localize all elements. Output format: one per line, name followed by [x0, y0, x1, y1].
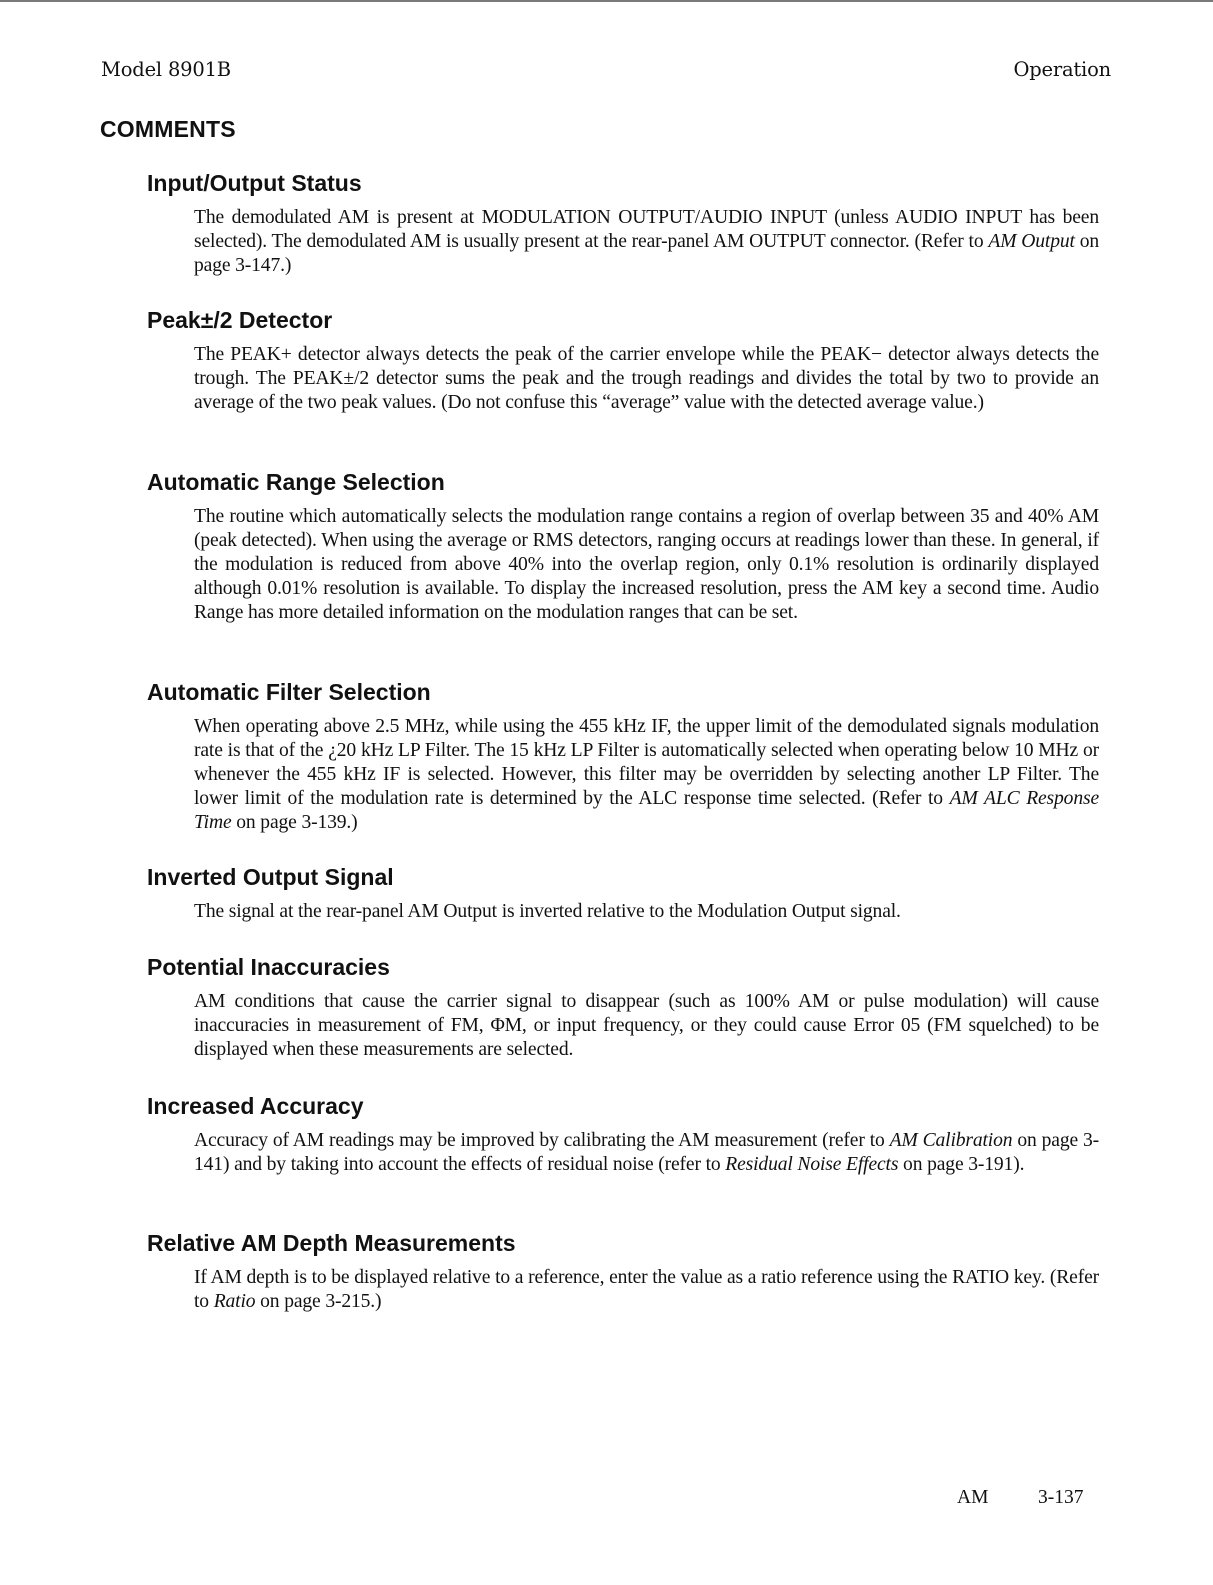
section-body: The PEAK+ detector always detects the peak of the carrier envelope while the PEAK− detector always detects the trough. The PEAK±/2 detector sums the peak and the trough readings and divides the total by two to provide an average of the two peak values. (Do not confuse this “average” value with the detected average value.): [194, 344, 1099, 413]
cross-reference: Residual Noise Effects: [725, 1154, 899, 1175]
running-header-model: Model 8901B: [101, 58, 231, 81]
section-peak-detector: [147, 307, 1099, 415]
section-heading: Input/Output Status: [147, 170, 362, 196]
cross-reference: Ratio: [213, 1291, 256, 1312]
running-header-chapter: Operation: [1013, 58, 1111, 81]
section-automatic-range-selection: [147, 469, 1099, 625]
section-heading: Peak±/2 Detector: [147, 307, 333, 333]
section-relative-am-depth: [147, 1230, 1099, 1314]
section-body: When operating above 2.5 MHz, while using the 455 kHz IF, the upper limit of the demodulated signals modulation rate is that of the ¿20 kHz LP Filter. The 15 kHz LP Filter is automatically selected when operating below 10 MHz or whenever the 455 kHz IF is selected. However, this filter may be overridden by selecting another LP Filter. The lower limit of the modulation rate is determined by the ALC response time selected. (Refer to AM ALC Response Time on page 3-139.): [194, 716, 1099, 833]
footer-section-label: AM: [957, 1487, 989, 1508]
section-heading: Automatic Range Selection: [147, 469, 445, 495]
section-body: The signal at the rear-panel AM Output is inverted relative to the Modulation Output signal.: [194, 901, 901, 922]
page-number: 3-137: [1038, 1487, 1084, 1508]
section-heading: Relative AM Depth Measurements: [147, 1230, 516, 1256]
section-body: AM conditions that cause the carrier signal to disappear (such as 100% AM or pulse modulation) will cause inaccuracies in measurement of FM, ΦM, or input frequency, or they could cause Error 05 (FM squelched) to be displayed when these measurements are selected.: [194, 991, 1099, 1060]
section-body: If AM depth is to be displayed relative to a reference, enter the value as a ratio reference using the RATIO key. (Refer to Ratio on page 3-215.): [194, 1267, 1099, 1312]
section-heading: Increased Accuracy: [147, 1093, 364, 1119]
section-increased-accuracy: [147, 1093, 1099, 1177]
section-potential-inaccuracies: [147, 954, 1099, 1062]
section-body: The routine which automatically selects the modulation range contains a region of overlap between 35 and 40% AM (peak detected). When using the average or RMS detectors, ranging occurs at readings lower than these. In general, if the modulation is reduced from above 40% into the overlap region, only 0.1% resolution is ordinarily displayed although 0.01% resolution is available. To display the increased resolution, press the AM key a second time. Audio Range has more detailed information on the modulation ranges that can be set.: [194, 506, 1099, 623]
section-input-output-status: [147, 170, 1099, 278]
section-heading: Potential Inaccuracies: [147, 954, 390, 980]
section-body: Accuracy of AM readings may be improved by calibrating the AM measurement (refer to AM Calibration on page 3-141) and by taking into account the effects of residual noise (refer to Residual Noise Effects on page 3-191).: [194, 1130, 1099, 1175]
page-title: COMMENTS: [100, 116, 236, 142]
section-automatic-filter-selection: [147, 679, 1099, 835]
cross-reference: AM Calibration: [889, 1130, 1013, 1151]
cross-reference: AM ALC Response Time: [194, 788, 1099, 833]
section-inverted-output-signal: [147, 864, 1099, 924]
section-heading: Automatic Filter Selection: [147, 679, 431, 705]
cross-reference: AM Output: [988, 231, 1075, 252]
section-body: The demodulated AM is present at MODULATION OUTPUT/AUDIO INPUT (unless AUDIO INPUT has been selected). The demodulated AM is usually present at the rear-panel AM OUTPUT connector. (Refer to AM Output on page 3-147.): [194, 207, 1099, 276]
section-heading: Inverted Output Signal: [147, 864, 394, 890]
